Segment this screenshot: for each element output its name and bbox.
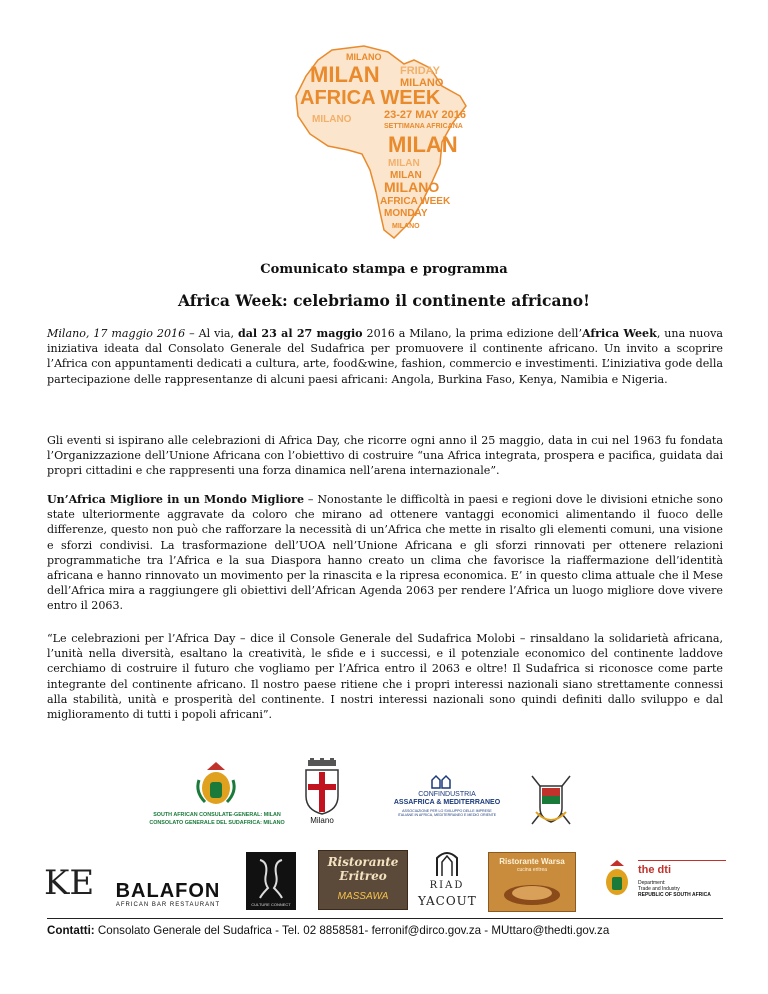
dti-line-2: Department: [638, 880, 666, 886]
profile-faces-icon [246, 852, 296, 902]
footer-divider [47, 918, 723, 919]
sa-consulate-line-1: SOUTH AFRICAN CONSULATE-GENERAL: MILAN [153, 812, 281, 818]
text-run: – Al via, [185, 327, 238, 340]
contacts-text: Consolato Generale del Sudafrica - Tel. 02 8858581- ferronif@dirco.gov.za - MUttaro@thedti.gov.za [94, 924, 610, 937]
event-name: Africa Week [581, 327, 657, 340]
riad-line-1: RIAD [429, 880, 465, 891]
culture-connect-label: CULTURE CONNECT [251, 902, 291, 907]
paragraph-better-africa [47, 492, 723, 614]
logo-word: MILANO [400, 77, 444, 89]
text-run: , una nuova iniziativa ideata dal Consolato Generale del Sudafrica per promuovere il continente africano. Un invito a scoprire l’Africa con appuntamenti dedicati a cultura, arte, food&wine, fashion, commercio e investimenti. L’iniziativa gode della partecipazione delle rappresentanze di alcuni paesi africani: Angola, Burkina Faso, Kenya, Namibia e Nigeria. [47, 327, 723, 386]
text-run: – Nonostante le difficoltà in paesi e regioni dove le divisioni etniche sono state ulteriormente aggravate da coloro che mirano ad ottenere vantaggi economici alimentando il fuoco delle differenze, questo non può che rafforzare la necessità di un’Africa che mette in risalto gli elementi comuni, una visione e sforzi condivisi. La trasformazione dell’UOA nell’Unione Africana e gli sforzi rinnovati per ottenere relazioni programmatiche tra l’Africa e la sua Diaspora hanno creato un clima che favorisce la riaffermazione dell’identità africana e hanno rinnovato un movimento per la rinascita e la ripresa economica. E’ in questo clima attuale che il Mese dell’Africa mira a raggiungere gli obiettivi dell’African Agenda 2063 per rendere l’Africa un luogo migliore dove vivere entro il 2063. [47, 493, 723, 613]
logo-word: 23-27 MAY 2016 [384, 109, 466, 121]
balafon-name: BALAFON [115, 880, 221, 902]
warsa-line-1: Ristorante Warsa [499, 857, 565, 866]
sa-consulate-line-2: CONSOLATO GENERALE DEL SUDAFRICA: MILANO [149, 820, 285, 826]
eritreo-line-1: Ristorante [327, 855, 399, 869]
paragraph-quote: “Le celebrazioni per l’Africa Day – dice il Console Generale del Sudafrica Molobi – rinsaldano la solidarietà africana, l’unità nella diversità, esaltano la creatività, le sfide e i successi, e il potenziale economico del continente laddove cerchiamo di costruire il futuro che vogliamo per l’Africa entro il 2063 e oltre! Il Sudafrica si riconosce come parte integrante del continente africano. Il nostro paese ritiene che i propri interessi nazionali siano strettamente connessi alla stabilità, unità e prosperità del continente. I nostri interessi nazionali sono quindi definiti dallo sviluppo e dal miglioramento di tutti i popoli africani”. [47, 632, 723, 722]
document-headline: Africa Week: celebriamo il continente africano! [178, 291, 590, 310]
logo-word: MILANO [346, 52, 382, 62]
logo-word: AFRICA WEEK [300, 87, 441, 109]
emblem-shield-icon [526, 770, 576, 830]
logo-word: MILAN [310, 62, 380, 87]
balafon-tagline: AFRICAN BAR RESTAURANT [115, 902, 221, 908]
logo-word: MILANO [384, 179, 440, 195]
confindustria-line-2: ASSAFRICA & MEDITERRANEO [393, 799, 501, 806]
logo-word: MILAN [388, 132, 458, 157]
dti-divider [638, 860, 726, 861]
confindustria-logo [386, 774, 508, 830]
dti-line-3: Trade and Industry [638, 886, 680, 892]
dti-line-4: REPUBLIC OF SOUTH AFRICA [638, 892, 711, 898]
africa-week-logo [292, 42, 468, 242]
riad-arch-icon [434, 848, 460, 878]
logo-word: AFRICA WEEK [380, 196, 451, 207]
contacts-footer [47, 924, 723, 937]
burkina-faso-emblem [526, 770, 576, 830]
logo-word: SETTIMANA AFRICANA [384, 123, 463, 130]
contacts-label: Contatti: [47, 924, 95, 937]
logo-word: MILAN [390, 170, 422, 181]
confindustria-icon [430, 774, 452, 790]
ristorante-eritreo-logo [318, 850, 408, 910]
kk-logo [44, 863, 95, 910]
eritreo-line-2: Eritreo [339, 869, 387, 883]
text-run: 2016 a Milano, la prima edizione dell’ [362, 327, 582, 340]
event-dates: dal 23 al 27 maggio [237, 327, 363, 340]
logo-word: MILANO [312, 114, 352, 125]
riad-line-2: YACOUT [418, 894, 477, 908]
confindustria-line-1: CONFINDUSTRIA [418, 791, 476, 798]
dish-icon [499, 877, 565, 907]
logo-word: MONDAY [384, 208, 428, 219]
milano-label: Milano [310, 816, 334, 825]
sa-consulate-logo [137, 760, 297, 830]
milano-crest-icon [300, 758, 344, 816]
dateline: Milano, 17 maggio 2016 [47, 327, 186, 340]
dti-line-1: the dti [638, 864, 671, 876]
paragraph-intro [47, 326, 723, 387]
milano-logo [300, 758, 344, 830]
riad-yacout-logo [418, 848, 476, 912]
eritreo-line-3: MASSAWA [337, 891, 389, 902]
kk-mark: KE [44, 863, 95, 903]
ristorante-warsa-logo [488, 852, 576, 912]
confindustria-line-3: ASSOCIAZIONE PER LO SVILUPPO DELLE IMPRESE ITALIANE IN AFRICA, MEDITERRANEO E MEDIO ORIENTE [397, 809, 497, 818]
document-subtitle: Comunicato stampa e programma [260, 262, 508, 277]
sa-coat-of-arms-small-icon [600, 858, 634, 902]
warsa-line-2: cucina eritrea [516, 867, 547, 873]
paragraph-lead: Un’Africa Migliore in un Mondo Migliore [47, 493, 305, 506]
logo-word: MILANO [392, 223, 420, 230]
sa-coat-of-arms-icon [193, 760, 239, 808]
the-dti-logo [600, 858, 726, 910]
balafon-logo [104, 880, 232, 910]
culture-connect-logo [246, 852, 296, 910]
logo-word: FRIDAY [400, 65, 440, 77]
logo-word: MILAN [388, 158, 420, 169]
paragraph-africa-day: Gli eventi si ispirano alle celebrazioni di Africa Day, che ricorre ogni anno il 25 maggio, data in cui nel 1963 fu fondata l’Organizzazione dell’Unione Africana con l’obiettivo di costruire “una Africa integrata, prospera e pacifica, guidata dai propri cittadini e che rappresenti una forza dinamica nell’arena internazionale”. [47, 434, 723, 478]
